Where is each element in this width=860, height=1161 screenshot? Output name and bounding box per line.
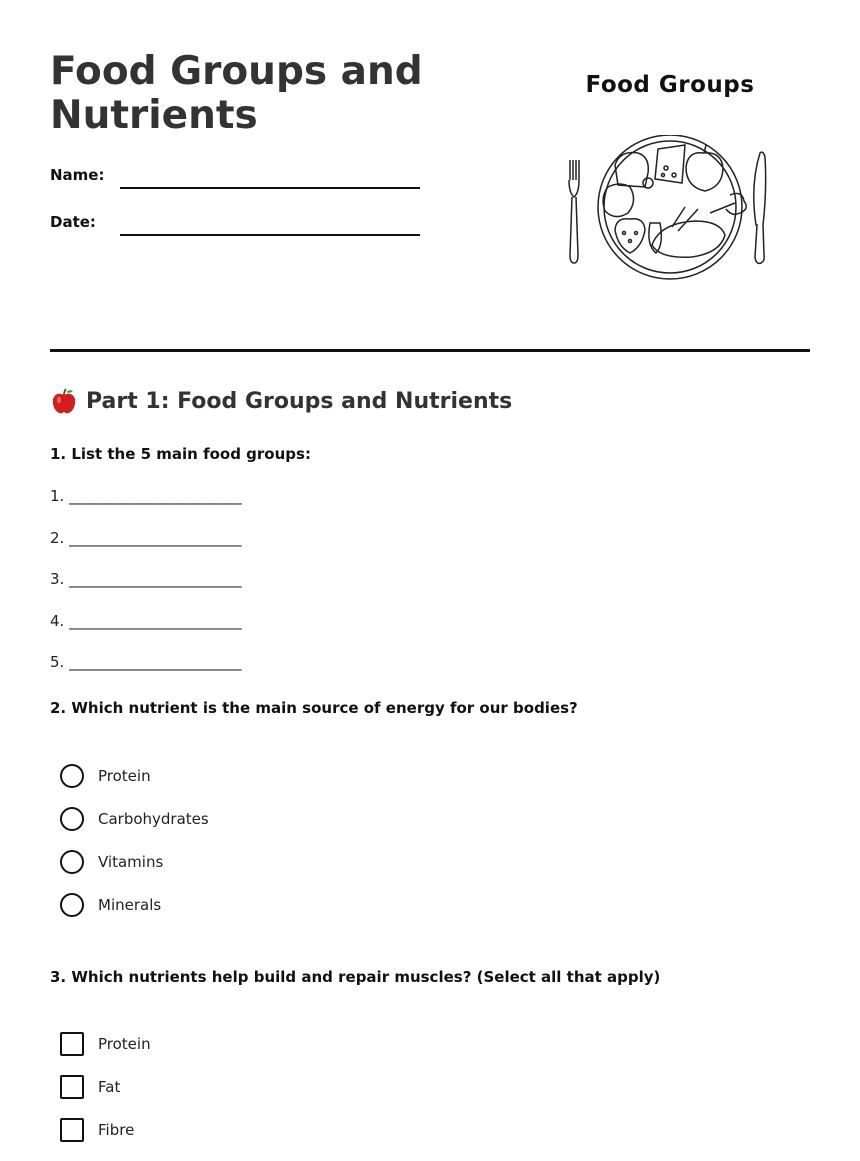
question-3: 3. Which nutrients help build and repair muscles? (Select all that apply) bbox=[50, 968, 661, 986]
name-field[interactable] bbox=[120, 187, 420, 189]
option-label: Protein bbox=[98, 767, 151, 785]
worksheet-title: Food Groups and Nutrients bbox=[50, 49, 423, 138]
q2-option-vitamins[interactable] bbox=[60, 850, 163, 874]
option-label: Fat bbox=[98, 1078, 121, 1096]
part1-heading-text: Part 1: Food Groups and Nutrients bbox=[86, 388, 513, 414]
date-field[interactable] bbox=[120, 234, 420, 236]
checkbox[interactable] bbox=[60, 1118, 84, 1142]
radio-button[interactable] bbox=[60, 850, 84, 874]
food-group-blank-3[interactable]: 3. _______________________ bbox=[50, 570, 242, 588]
q3-option-fibre[interactable] bbox=[60, 1118, 134, 1142]
option-label: Carbohydrates bbox=[98, 810, 209, 828]
plate-food-icon bbox=[560, 135, 780, 280]
option-label: Vitamins bbox=[98, 853, 164, 871]
name-label: Name: bbox=[50, 166, 105, 184]
radio-button[interactable] bbox=[60, 893, 84, 917]
food-group-blank-2[interactable]: 2. _______________________ bbox=[50, 529, 242, 547]
checkbox[interactable] bbox=[60, 1075, 84, 1099]
illustration-title: Food Groups bbox=[585, 72, 755, 98]
date-label: Date: bbox=[50, 213, 96, 231]
food-group-blank-1[interactable]: 1. _______________________ bbox=[50, 487, 242, 505]
apple-icon bbox=[50, 387, 78, 415]
radio-button[interactable] bbox=[60, 764, 84, 788]
option-label: Fibre bbox=[98, 1121, 135, 1139]
checkbox[interactable] bbox=[60, 1032, 84, 1056]
food-group-blank-4[interactable]: 4. _______________________ bbox=[50, 612, 242, 630]
q2-option-minerals[interactable] bbox=[60, 893, 161, 917]
q3-option-protein[interactable] bbox=[60, 1032, 151, 1056]
question-1: 1. List the 5 main food groups: bbox=[50, 445, 311, 463]
option-label: Minerals bbox=[98, 896, 162, 914]
option-label: Protein bbox=[98, 1035, 151, 1053]
part1-heading bbox=[50, 387, 512, 415]
q3-option-fat[interactable] bbox=[60, 1075, 120, 1099]
q2-option-carbohydrates[interactable] bbox=[60, 807, 209, 831]
food-group-blank-5[interactable]: 5. _______________________ bbox=[50, 653, 242, 671]
section-divider bbox=[50, 349, 810, 352]
q2-option-protein[interactable] bbox=[60, 764, 151, 788]
radio-button[interactable] bbox=[60, 807, 84, 831]
question-2: 2. Which nutrient is the main source of energy for our bodies? bbox=[50, 699, 578, 717]
